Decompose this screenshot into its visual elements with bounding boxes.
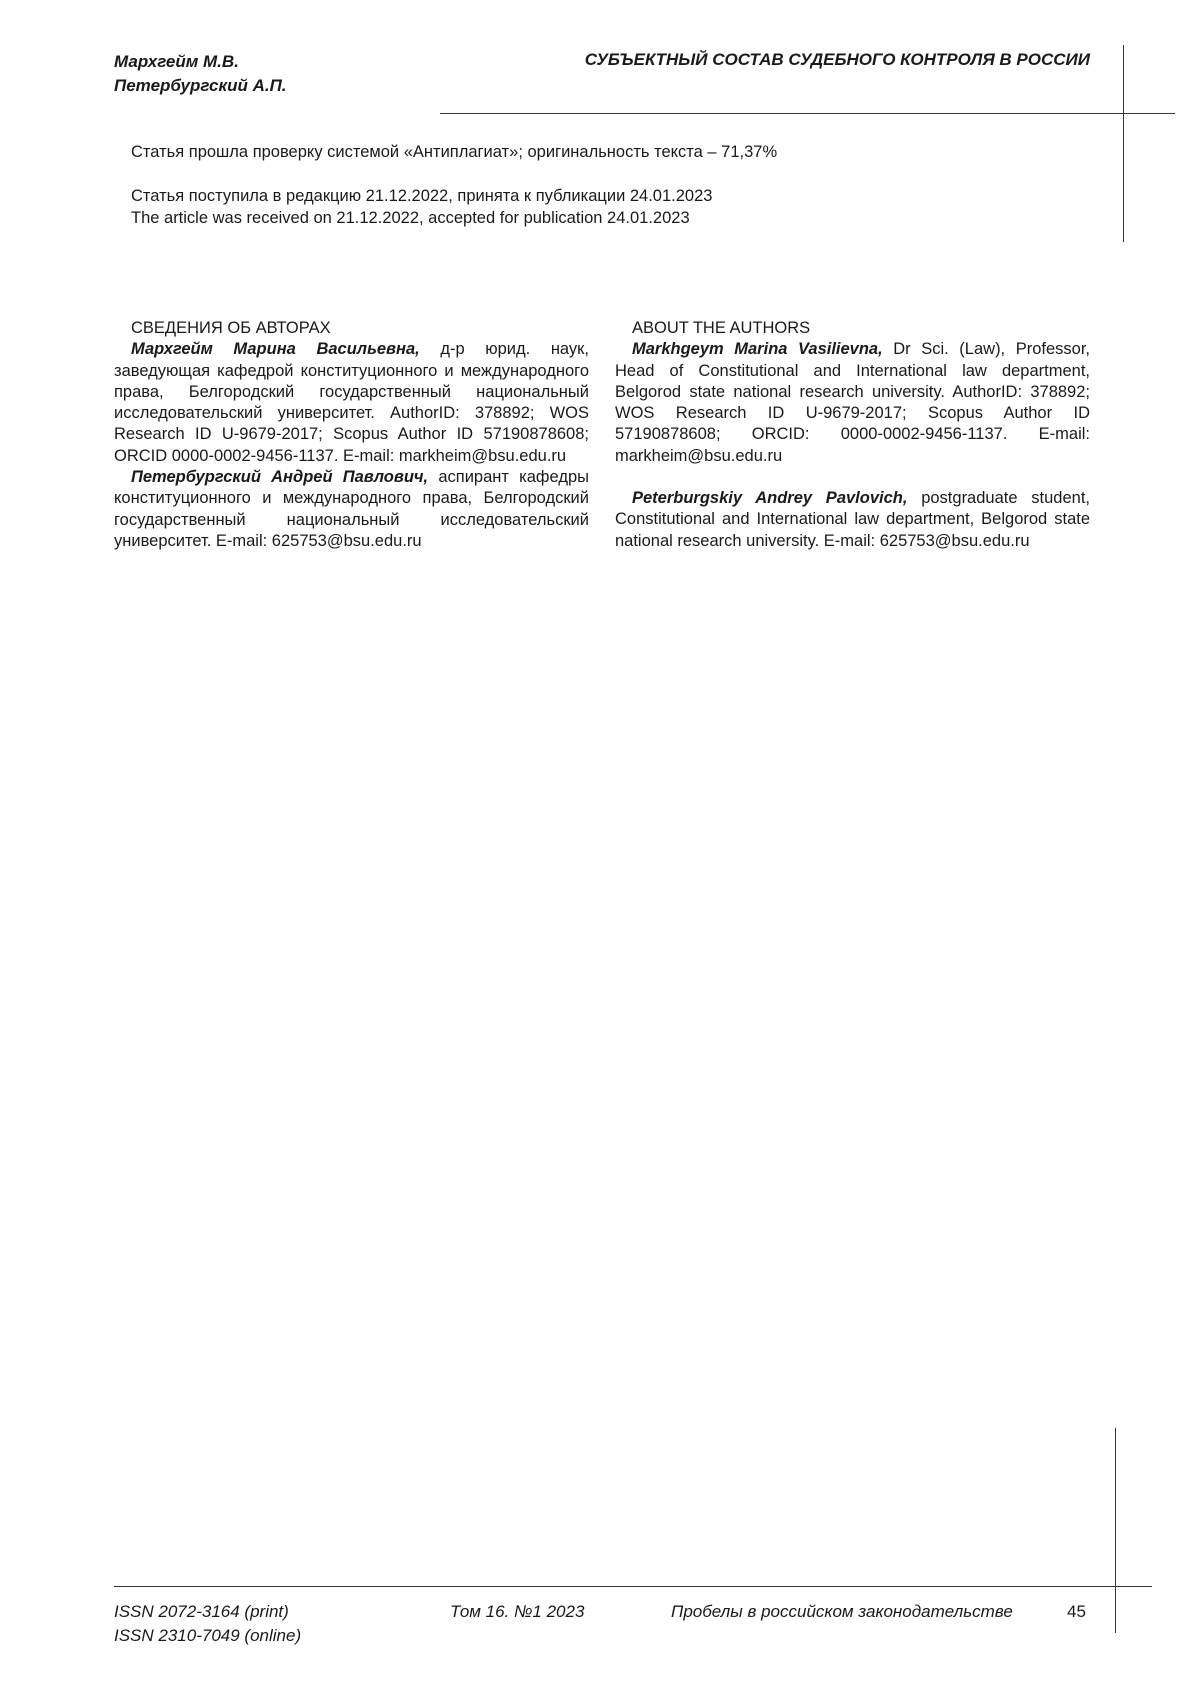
received-note-en: The article was received on 21.12.2022, accepted for publication 24.01.2023 bbox=[131, 209, 690, 227]
footer-vertical-rule bbox=[1115, 1428, 1116, 1633]
authors-column-en bbox=[615, 318, 1090, 552]
authors-heading-en: ABOUT THE AUTHORS bbox=[632, 319, 811, 337]
antiplagiat-note: Статья прошла проверку системой «Антиплагиат»; оригинальность текста – 71,37% bbox=[131, 143, 778, 161]
authors-heading-ru: СВЕДЕНИЯ ОБ АВТОРАХ bbox=[131, 319, 331, 337]
article-notes bbox=[131, 141, 777, 229]
header-author-2: Петербургский А.П. bbox=[114, 76, 287, 95]
received-note-ru: Статья поступила в редакцию 21.12.2022, принята к публикации 24.01.2023 bbox=[131, 187, 713, 205]
issn-online: ISSN 2310-7049 (online) bbox=[114, 1626, 302, 1645]
footer-issn bbox=[114, 1600, 301, 1648]
header-author-1: Мархгейм М.В. bbox=[114, 52, 239, 71]
author-name-1-ru: Мархгейм Марина Васильевна, bbox=[131, 340, 420, 359]
page-number: 45 bbox=[1067, 1602, 1086, 1621]
author-text-2-en: postgraduate student, Constitutional and International law department, Belgorod state national research university. E-mail: 625753@bsu.edu.ru bbox=[615, 489, 1090, 550]
author-bio-2-ru bbox=[114, 467, 589, 552]
author-bio-1-ru bbox=[114, 339, 589, 467]
author-text-2-ru: аспирант кафедры конституционного и международного права, Белгородский государственный национальный исследовательский университет. E-mail: 625753@bsu.edu.ru bbox=[114, 468, 589, 550]
author-name-2-ru: Петербургский Андрей Павлович, bbox=[131, 468, 429, 487]
header-rule bbox=[440, 113, 1175, 114]
issn-print: ISSN 2072-3164 (print) bbox=[114, 1602, 289, 1621]
footer-volume: Том 16. №1 2023 bbox=[450, 1602, 585, 1621]
footer-journal-name: Пробелы в российском законодательстве bbox=[671, 1602, 1013, 1621]
authors-column-ru bbox=[114, 318, 589, 552]
running-head-authors bbox=[114, 50, 287, 98]
author-name-1-en: Markhgeym Marina Vasilievna, bbox=[632, 340, 883, 359]
header-vertical-rule bbox=[1123, 45, 1124, 242]
footer-rule bbox=[114, 1586, 1152, 1587]
author-name-2-en: Peterburgskiy Andrey Pavlovich, bbox=[632, 489, 908, 508]
author-bio-1-en bbox=[615, 339, 1090, 467]
author-text-1-en: Dr Sci. (Law), Professor, Head of Constitutional and International law department, Belgorod state national research university. AuthorID: 378892; WOS Research ID U-9679-2017; Scopus Author ID 57190878608; ORCID: 0000-0002-9456-1137. E-mail: markheim@bsu.edu.ru bbox=[615, 340, 1090, 465]
author-bio-2-en bbox=[615, 488, 1090, 552]
author-text-1-ru: д-р юрид. наук, заведующая кафедрой конституционного и международного права, Белгородский государственный национальный исследовательский университет. AuthorID: 378892; WOS Research ID U-9679-2017; Scopus Author ID 57190878608; ORCID 0000-0002-9456-1137. E-mail: markheim@bsu.edu.ru bbox=[114, 340, 589, 465]
running-head-title: СУБЪЕКТНЫЙ СОСТАВ СУДЕБНОГО КОНТРОЛЯ В РОССИИ bbox=[584, 50, 1090, 69]
